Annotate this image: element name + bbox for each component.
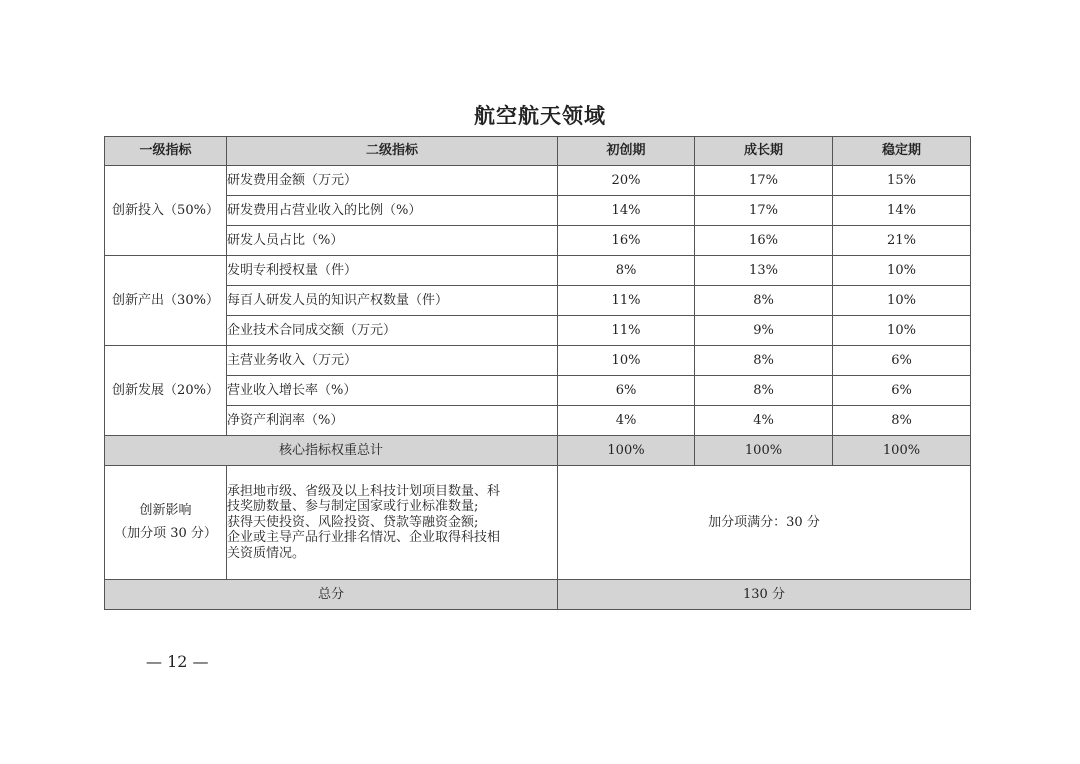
value-cell: 13% — [695, 256, 833, 286]
row-label: 研发人员占比（%） — [227, 226, 558, 256]
impact-desc-line: 承担地市级、省级及以上科技计划项目数量、科 — [227, 483, 501, 499]
value-cell: 20% — [558, 166, 695, 196]
core-total-label: 核心指标权重总计 — [105, 436, 558, 466]
impact-desc-line: 企业或主导产品行业排名情况、企业取得科技相 — [227, 530, 501, 546]
value-cell: 21% — [833, 226, 971, 256]
header-level1: 一级指标 — [105, 137, 227, 166]
impact-desc-line: 关资质情况。 — [227, 545, 306, 561]
value-cell: 11% — [558, 316, 695, 346]
value-cell: 10% — [833, 286, 971, 316]
total-row — [105, 580, 971, 610]
impact-name-cell — [105, 466, 227, 580]
value-cell: 4% — [695, 406, 833, 436]
value-cell: 17% — [695, 166, 833, 196]
header-stable: 稳定期 — [833, 137, 971, 166]
table-row — [105, 406, 971, 436]
row-label: 营业收入增长率（%） — [227, 376, 558, 406]
header-row — [105, 137, 971, 166]
total-value: 130 分 — [558, 580, 971, 610]
table-row — [105, 346, 971, 376]
impact-desc-line: 技奖励数量、参与制定国家或行业标准数量; — [227, 499, 479, 515]
indicator-table — [104, 136, 971, 610]
group-name: 创新产出（30%） — [105, 256, 227, 346]
core-total-value: 100% — [833, 436, 971, 466]
row-label: 企业技术合同成交额（万元） — [227, 316, 558, 346]
value-cell: 10% — [833, 316, 971, 346]
impact-bonus: 加分项满分：30 分 — [558, 466, 971, 580]
value-cell: 10% — [833, 256, 971, 286]
table-row — [105, 166, 971, 196]
table-row — [105, 226, 971, 256]
value-cell: 17% — [695, 196, 833, 226]
value-cell: 8% — [695, 376, 833, 406]
header-level2: 二级指标 — [227, 137, 558, 166]
row-label: 研发费用占营业收入的比例（%） — [227, 196, 558, 226]
table-row — [105, 376, 971, 406]
table-row — [105, 286, 971, 316]
table-row — [105, 196, 971, 226]
core-total-value: 100% — [558, 436, 695, 466]
impact-bonus-note: （加分项 30 分） — [114, 525, 217, 541]
impact-desc-line: 获得天使投资、风险投资、贷款等融资金额; — [227, 514, 479, 530]
group-name: 创新投入（50%） — [105, 166, 227, 256]
row-label: 净资产利润率（%） — [227, 406, 558, 436]
value-cell: 6% — [558, 376, 695, 406]
impact-description — [227, 466, 558, 580]
value-cell: 16% — [695, 226, 833, 256]
impact-row — [105, 466, 971, 580]
total-label: 总分 — [105, 580, 558, 610]
value-cell: 10% — [558, 346, 695, 376]
impact-name: 创新影响 — [139, 503, 192, 519]
core-total-value: 100% — [695, 436, 833, 466]
value-cell: 8% — [833, 406, 971, 436]
group-name: 创新发展（20%） — [105, 346, 227, 436]
table-row — [105, 316, 971, 346]
table-row — [105, 256, 971, 286]
value-cell: 8% — [695, 346, 833, 376]
header-growth: 成长期 — [695, 137, 833, 166]
row-label: 每百人研发人员的知识产权数量（件） — [227, 286, 558, 316]
row-label: 发明专利授权量（件） — [227, 256, 558, 286]
core-total-row — [105, 436, 971, 466]
value-cell: 15% — [833, 166, 971, 196]
header-startup: 初创期 — [558, 137, 695, 166]
value-cell: 8% — [695, 286, 833, 316]
row-label: 主营业务收入（万元） — [227, 346, 558, 376]
value-cell: 8% — [558, 256, 695, 286]
value-cell: 6% — [833, 376, 971, 406]
page-number: — 12 — — [146, 652, 209, 671]
value-cell: 16% — [558, 226, 695, 256]
value-cell: 11% — [558, 286, 695, 316]
row-label: 研发费用金额（万元） — [227, 166, 558, 196]
page-title: 航空航天领域 — [474, 103, 606, 128]
value-cell: 9% — [695, 316, 833, 346]
value-cell: 14% — [833, 196, 971, 226]
value-cell: 4% — [558, 406, 695, 436]
value-cell: 14% — [558, 196, 695, 226]
value-cell: 6% — [833, 346, 971, 376]
